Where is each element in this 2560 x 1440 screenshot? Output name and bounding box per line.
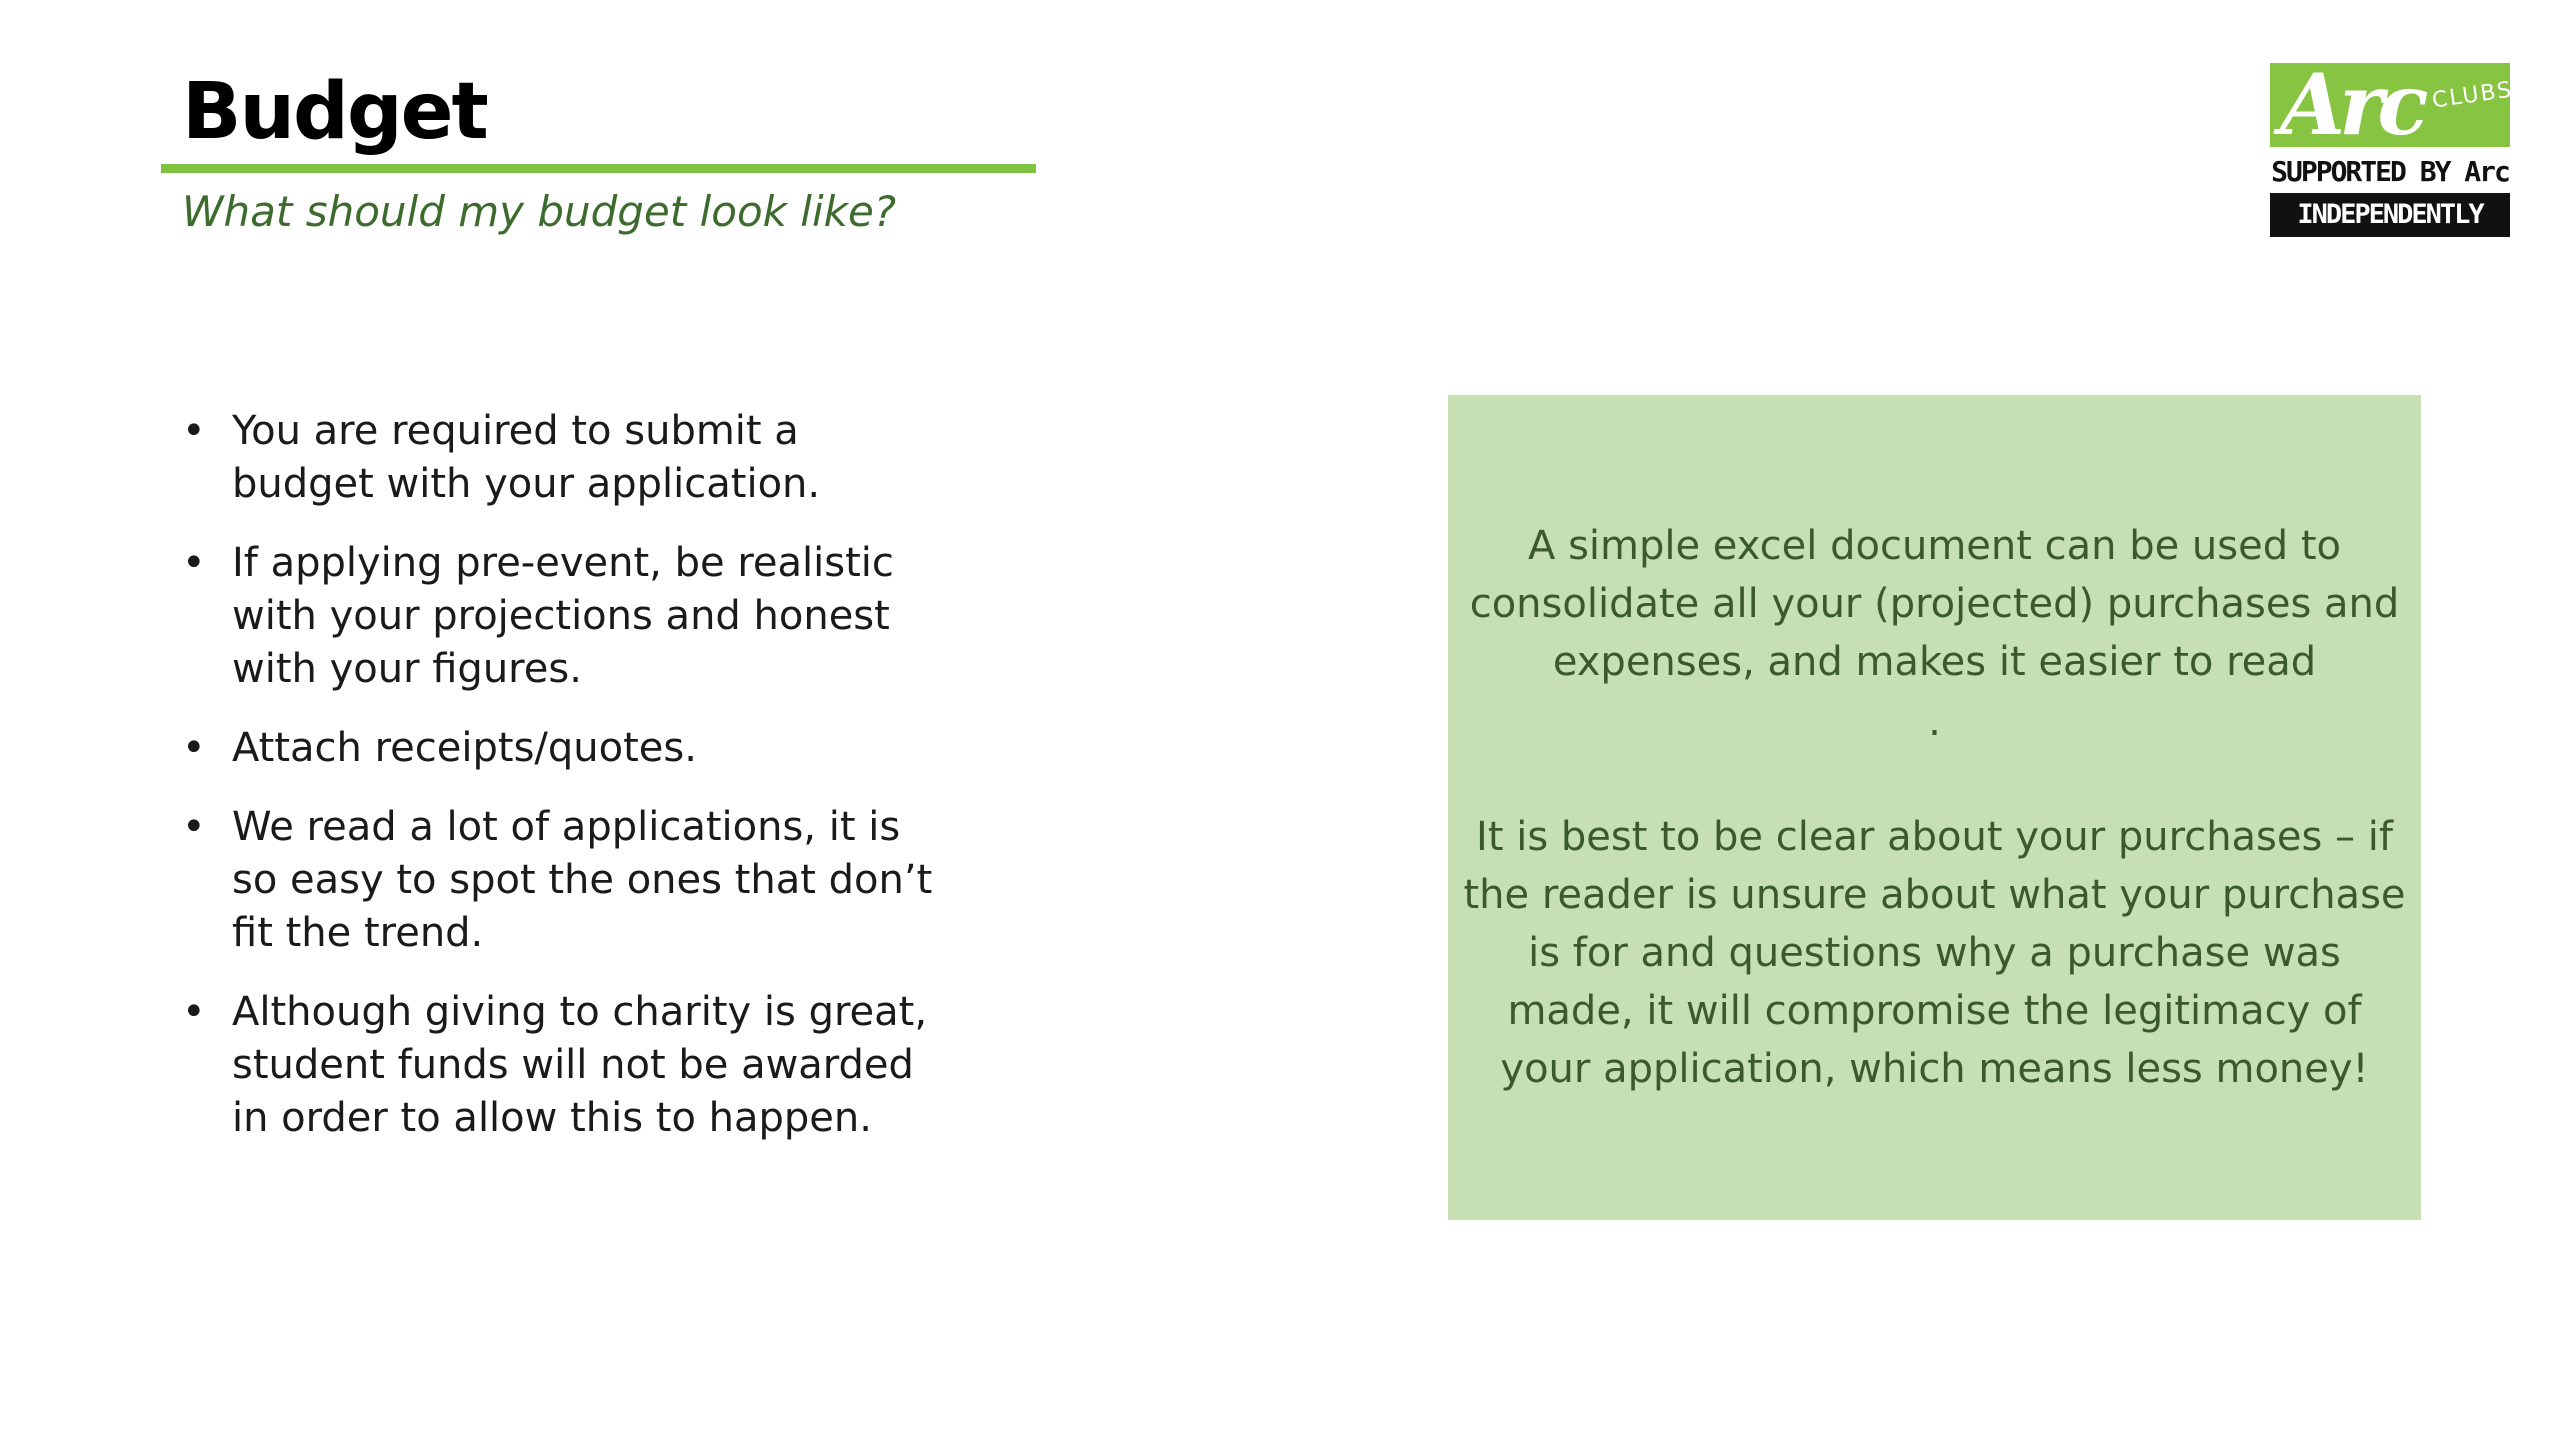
note-separator: .: [1928, 699, 1941, 745]
bullet-text: If applying pre-event, be realistic with your projections and honest with your figures.: [232, 540, 894, 692]
arc-clubs-logo: [2270, 55, 2515, 274]
bullet-item: [182, 986, 942, 1145]
bullet-item: [182, 722, 942, 775]
bullet-text: Although giving to charity is great, student funds will not be awarded in order to allow this to happen.: [232, 989, 928, 1141]
logo-banner: [2270, 55, 2515, 154]
bullet-item: [182, 801, 942, 960]
bullet-dot-icon: •: [182, 725, 206, 771]
note-paragraph-2: It is best to be clear about your purchases – if the reader is unsure about what your purchase is for and questions why a purchase was made, it will compromise the legitimacy of your application, which means less money!: [1463, 814, 2406, 1092]
title-underline: [161, 164, 1036, 173]
bullet-text: We read a lot of applications, it is so easy to spot the ones that don’t fit the trend.: [232, 804, 933, 956]
bullet-list: [182, 405, 942, 1171]
bullet-dot-icon: •: [182, 804, 206, 850]
logo-independently-text: INDEPENDENTLY RUN: [2270, 193, 2510, 237]
logo-clubs-text: CLUBS: [2430, 77, 2515, 114]
info-note-box: [1448, 395, 2421, 1220]
note-paragraph-1: A simple excel document can be used to consolidate all your (projected) purchases and expenses, and makes it easier to read: [1469, 523, 2400, 685]
slide-subtitle: What should my budget look like?: [182, 187, 897, 236]
bullet-text: Attach receipts/quotes.: [232, 725, 697, 771]
bullet-text: You are required to submit a budget with your application.: [232, 408, 821, 507]
logo-arc-text: Arc: [2280, 55, 2423, 154]
logo-supported-text: SUPPORTED BY Arc: [2271, 155, 2509, 188]
bullet-item: [182, 537, 942, 696]
bullet-dot-icon: •: [182, 408, 206, 454]
bullet-dot-icon: •: [182, 989, 206, 1035]
bullet-dot-icon: •: [182, 540, 206, 586]
bullet-item: [182, 405, 942, 511]
slide-title: Budget: [182, 67, 487, 157]
